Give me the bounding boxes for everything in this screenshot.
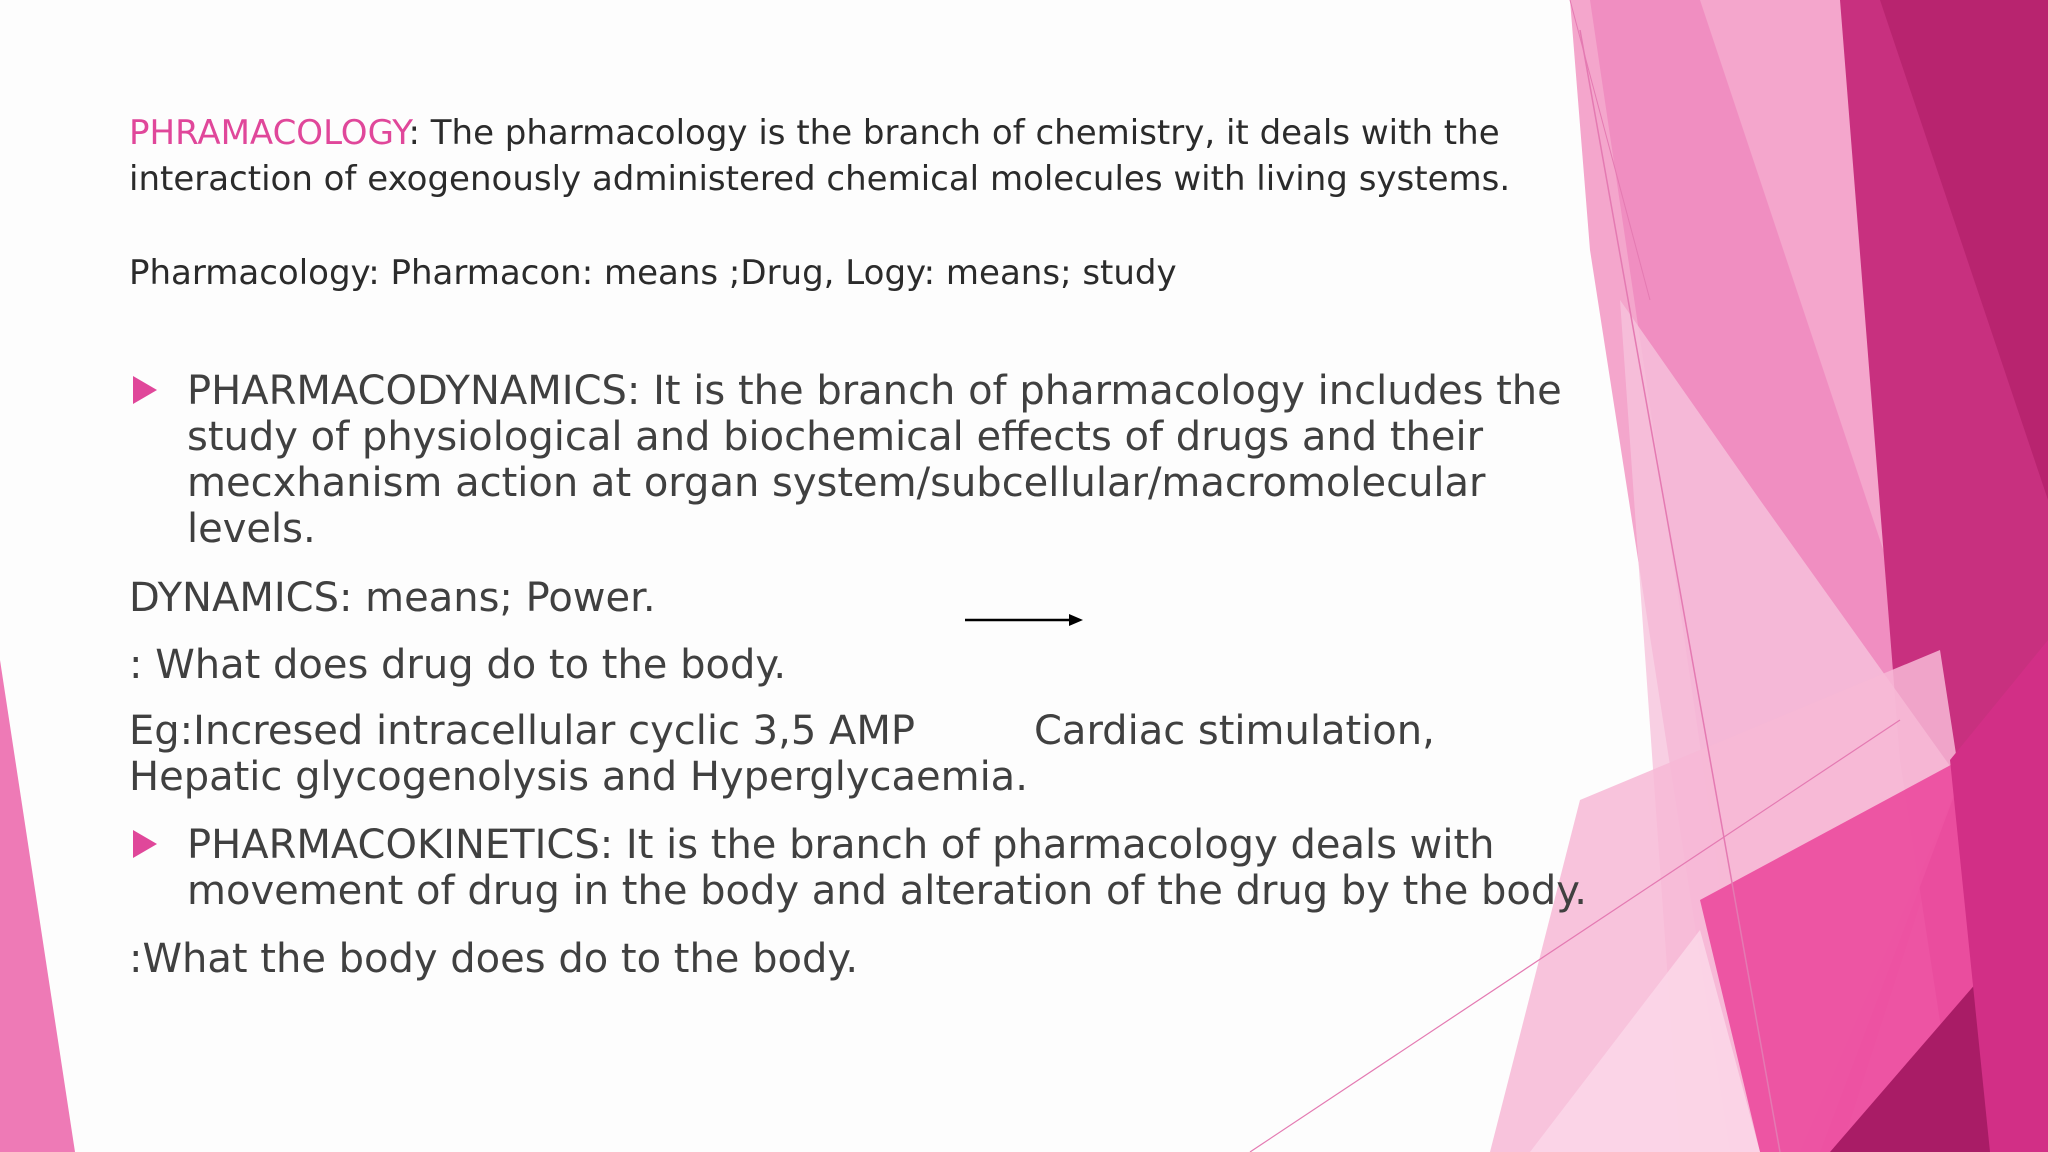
pharmacokinetics-text: PHARMACOKINETICS: It is the branch of pharmacology deals with movement of drug in the body and alteration of the drug by the body.: [187, 822, 1587, 914]
example-right: Cardiac stimulation,: [1034, 708, 1435, 754]
deco-shape: [0, 660, 75, 1152]
intro-etymology: Pharmacology: Pharmacon: means ;Drug, Logy: means; study: [129, 253, 1177, 293]
triangle-bullet-icon: [133, 830, 157, 858]
dynamics-question: : What does drug do to the body.: [129, 642, 787, 688]
right-arrow-icon: [963, 610, 1088, 630]
pharmacodynamics-text: PHARMACODYNAMICS: It is the branch of pharmacology includes the study of physiological and biochemical effects of drugs and their mecxhanism action at organ system/subcellular/macromolecular levels.: [187, 368, 1562, 552]
intro-term: PHRAMACOLOGY: [129, 113, 409, 153]
example-line2: Hepatic glycogenolysis and Hyperglycaemia.: [129, 754, 1028, 800]
example-left: Eg:Incresed intracellular cyclic 3,5 AMP: [129, 708, 915, 754]
intro-definition-text: : The pharmacology is the branch of chemistry, it deals with the interaction of exogenously administered chemical molecules with living systems.: [129, 113, 1511, 199]
dynamics-meaning: DYNAMICS: means; Power.: [129, 575, 656, 621]
triangle-bullet-icon: [133, 376, 157, 404]
intro-definition: [129, 110, 1549, 202]
kinetics-question: :What the body does do to the body.: [129, 936, 859, 982]
